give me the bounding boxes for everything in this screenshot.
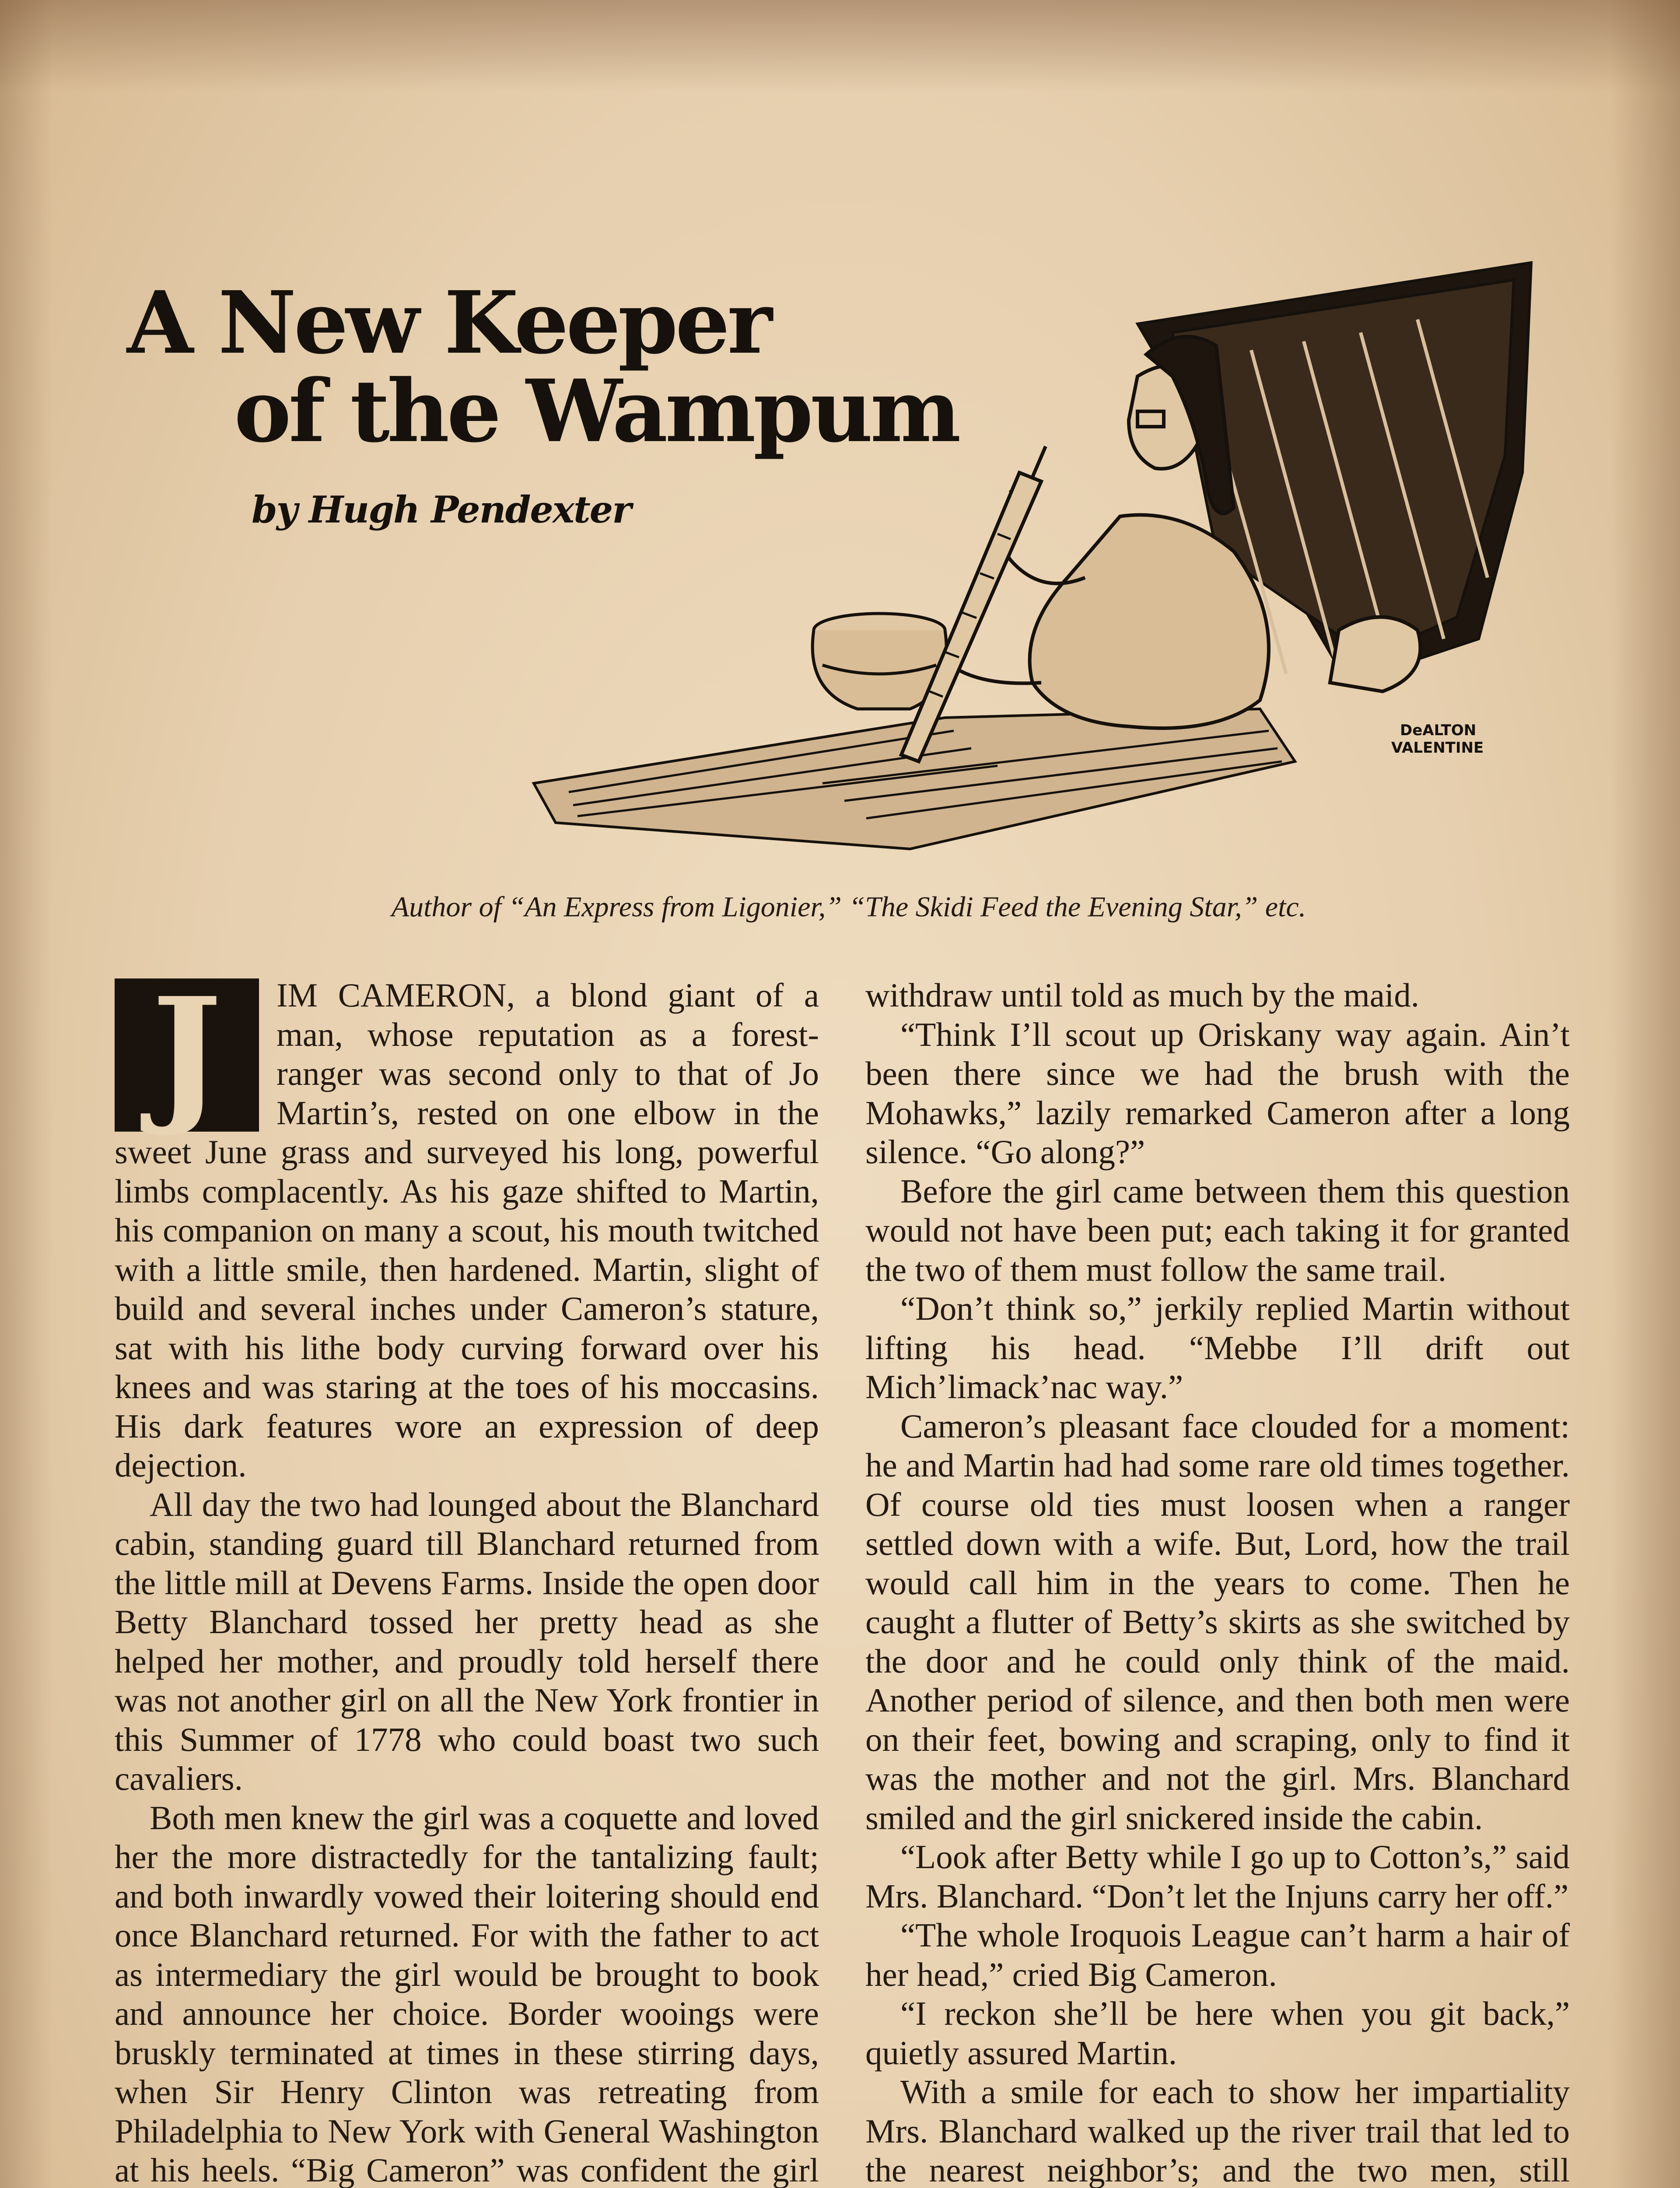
paragraph-3: Both men knew the girl was a coquette and loved her the more distractedly for the tantalizing fault; and both inwardly vowed their loitering should end once Blanchard returned. For with the father to act as intermediary the girl would be brought to book and announce her choice. Border wooings were bruskly terminated at times in these stirring days, when Sir Henry Clinton was retreating from Philadelphia to New York with General Washington at his heels. “Big Cameron” was confident the girl (115, 1799, 819, 2188)
paragraph-5: “Think I’ll scout up Oriskany way again. Ain’t been there since we had the brush with the Mohawks,” lazily remarked Cameron after a long silence. “Go along?” (865, 1015, 1570, 1171)
paragraph-11: “I reckon she’ll be here when you git back,” quietly assured Martin. (865, 1995, 1570, 2072)
artist-signature-line2: VALENTINE (1391, 739, 1484, 757)
artist-signature-line1: DeALTON (1400, 722, 1477, 739)
drop-cap (115, 965, 259, 1140)
title-line-1: A New Keeper (127, 273, 770, 373)
paragraph-8: Cameron’s pleasant face clouded for a moment: he and Martin had had some rare old times together. Of course old ties must loosen when a ranger settled down with a wife. But, Lord, how the trail would call him in the years to come. Then he caught a flutter of Betty’s skirts as she switched by the door and he could only think of the maid. Another period of silence, and then both men were on their feet, bowing and scraping, only to find it was the mother and not the girl. Mrs. Blanchard smiled and the girl snickered inside the cabin. (865, 1407, 1570, 1837)
paragraph-12: With a smile for each to show her impartiality Mrs. Blanchard walked up the river trail that led to the nearest neighbor’s; and the two men, still (865, 2073, 1570, 2188)
paragraph-10: “The whole Iroquois League can’t harm a hair of her head,” cried Big Cameron. (865, 1916, 1570, 1993)
paragraph-9: “Look after Betty while I go up to Cotton’s,” said Mrs. Blanchard. “Don’t let the Injuns carry her off.” (865, 1838, 1570, 1915)
page-stain-top (0, 0, 1680, 92)
illustration-indian-with-wampum (516, 245, 1549, 866)
page-stain-right (1610, 0, 1680, 2188)
text-column-left (115, 965, 819, 2188)
page-stain-left (0, 0, 52, 2188)
byline: by Hugh Pendexter (252, 488, 631, 531)
paragraph-1-text: IM CAMERON, a blond giant of a man, whose reputation as a forest-ranger was second only to that of Jo Martin’s, rested on one elbow in the sweet June grass and surveyed his long, powerful limbs complacently. As his gaze shifted to Martin, his companion on many a scout, his mouth twitched with a little smile, then hardened. Martin, slight of build and several inches under Cameron’s stature, sat with his lithe body curving forward over his knees and was staring at the toes of his moccasins. His dark features wore an expression of deep dejection. (115, 976, 819, 1484)
paragraph-1 (115, 965, 819, 1485)
author-caption: Author of “An Express from Ligonier,” “The Skidi Feed the Evening Star,” etc. (391, 891, 1306, 923)
drop-cap-letter: J (151, 965, 222, 1140)
paragraph-6: Before the girl came between them this question would not have been put; each taking it for granted the two of them must follow the same trail. (865, 1172, 1570, 1288)
title-line-2: of the Wampum (234, 361, 959, 462)
text-column-right (865, 976, 1570, 2188)
paragraph-4: withdraw until told as much by the maid. (865, 976, 1420, 1014)
paragraph-7: “Don’t think so,” jerkily replied Martin without lifting his head. “Mebbe I’ll drift out Mich’limack’nac way.” (865, 1290, 1570, 1406)
paragraph-2: All day the two had lounged about the Blanchard cabin, standing guard till Blanchard returned from the little mill at Devens Farms. Inside the open door Betty Blanchard tossed her pretty head as she helped her mother, and proudly told herself there was not another girl on all the New York frontier in this Summer of 1778 who could boast two such cavaliers. (115, 1485, 819, 1797)
